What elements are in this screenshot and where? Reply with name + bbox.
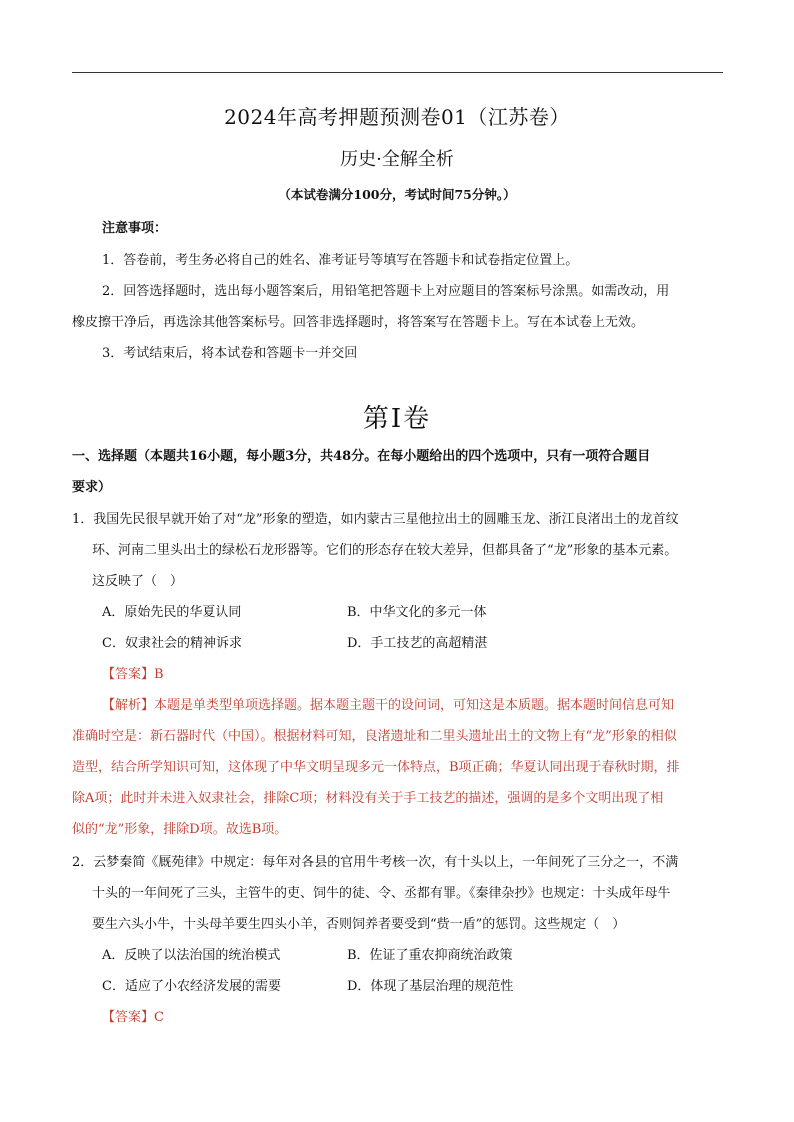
header-rule: [72, 72, 723, 73]
q2-stem: 十头的一年间死了三头，主管牛的吏、饲牛的徒、令、丞都有罪。《秦律杂抄》也规定：十头成年母牛: [92, 886, 671, 901]
section-heading-cont: 要求）: [72, 480, 112, 495]
q2-stem: 2．云梦秦简《厩苑律》中规定：每年对各县的官用牛考核一次，有十头以上，一年间死了三分之一，不满: [72, 855, 679, 870]
q2-option-b: B．佐证了重农抑商统治政策: [347, 948, 513, 963]
notice-item: 橡皮擦干净后，再选涂其他答案标号。回答非选择题时，将答案写在答题卡上。写在本试卷上无效。: [72, 315, 645, 330]
q1-option-a: A．原始先民的华夏认同: [102, 605, 242, 620]
q1-analysis: 似的“龙”形象，排除D项。故选B项。: [72, 822, 288, 837]
q1-analysis: 准确时空是：新石器时代（中国）。根据材料可知，良渚遗址和二里头遗址出土的文物上有“龙”形象的相似: [72, 729, 677, 744]
q1-analysis: 除A项；此时并未进入奴隶社会，排除C项；材料没有关于手工技艺的描述，强调的是多个文明出现了相: [72, 791, 664, 806]
page-title: 2024年高考押题预测卷01（江苏卷）: [224, 105, 570, 129]
notice-item: 3．考试结束后，将本试卷和答题卡一并交回: [102, 346, 358, 361]
q1-analysis: 【解析】本题是单类型单项选择题。据本题主题干的设问词，可知这是本质题。据本题时间信息可知: [102, 698, 675, 713]
section-heading: 一、选择题（本题共16小题，每小题3分，共48分。在每小题给出的四个选项中，只有一项符合题目: [72, 449, 651, 464]
q2-option-d: D．体现了基层治理的规范性: [347, 979, 514, 994]
q1-analysis: 造型，结合所学知识可知，这体现了中华文明呈现多元一体特点，B项正确；华夏认同出现于春秋时期，排: [72, 760, 680, 775]
exam-note: （本试卷满分100分，考试时间75分钟。）: [278, 187, 516, 202]
q1-option-b: B．中华文化的多元一体: [347, 605, 487, 620]
notice-item: 1．答卷前，考生务必将自己的姓名、准考证号等填写在答题卡和试卷指定位置上。: [102, 253, 579, 268]
volume-title: 第Ⅰ卷: [362, 404, 432, 434]
notice-item: 2．回答选择题时，选出每小题答案后，用铅笔把答题卡上对应题目的答案标号涂黑。如需改动，用: [102, 284, 670, 299]
notice-heading: 注意事项：: [102, 221, 168, 236]
q1-stem: 1．我国先民很早就开始了对“龙”形象的塑造，如内蒙古三星他拉出土的圆雕玉龙、浙江良渚出土的龙首纹: [72, 512, 679, 527]
q2-option-a: A．反映了以法治国的统治模式: [102, 948, 281, 963]
q1-option-c: C．奴隶社会的精神诉求: [102, 636, 242, 651]
page-subtitle: 历史·全解全析: [340, 149, 454, 170]
q1-option-d: D．手工技艺的高超精湛: [347, 636, 488, 651]
q2-answer: 【答案】C: [102, 1010, 164, 1025]
q1-stem: 环、河南二里头出土的绿松石龙形器等。它们的形态存在较大差异，但都具备了“龙”形象的基本元素。: [92, 543, 678, 558]
q1-stem: 这反映了（ ）: [92, 574, 184, 589]
q2-option-c: C．适应了小农经济发展的需要: [102, 979, 281, 994]
q1-answer: 【答案】B: [102, 667, 164, 682]
q2-stem: 要生六头小牛，十头母羊要生四头小羊，否则饲养者要受到“赀一盾”的惩罚。这些规定（ ）: [92, 917, 626, 932]
